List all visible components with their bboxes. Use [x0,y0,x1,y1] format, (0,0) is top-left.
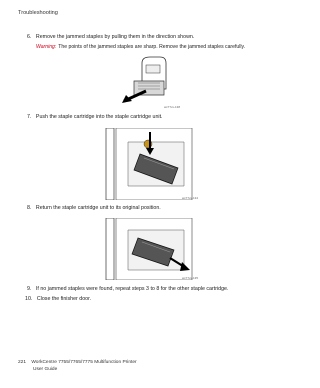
step-number: 10. [25,296,33,302]
step-9 [27,286,228,292]
warning-label: Warning: [36,44,57,50]
step-10 [25,296,91,302]
cartridge-return-illustration [100,218,199,280]
staple-cartridge-illustration [120,55,182,107]
doc-title: User Guide [33,367,58,372]
figure-code: wc77xx-135 [182,276,199,280]
step-text: Remove the jammed staples by pulling them in the direction shown. [35,34,195,40]
step-number: 7. [27,114,32,120]
figure-remove-staples [120,55,182,107]
warning-note [36,44,245,50]
step-text: Push the staple cartridge into the staple cartridge unit. [35,114,163,120]
figure-code: wc77xx-134 [182,196,199,200]
cartridge-unit-illustration [100,128,199,200]
step-8 [27,205,161,211]
figure-return-cartridge-unit [100,218,199,280]
figure-code: wc77xx-138 [164,105,181,109]
step-text: Close the finisher door. [36,296,92,302]
product-name: WorkCentre 7755/7765/7775 Multifunction Printer [31,360,137,365]
figure-push-cartridge [100,128,199,200]
page-number: 221 [18,360,27,365]
step-number: 9. [27,286,32,292]
warning-text: The points of the jammed staples are sharp. Remove the jammed staples carefully. [58,44,246,50]
footer [18,360,137,372]
step-text: If no jammed staples were found, repeat steps 3 to 8 for the other staple cartridge. [35,286,229,292]
step-text: Return the staple cartridge unit to its original position. [35,205,161,211]
step-number: 6. [27,34,32,40]
step-6 [27,34,194,40]
step-number: 8. [27,205,32,211]
section-title: Troubleshooting [18,10,58,16]
step-7 [27,114,163,120]
